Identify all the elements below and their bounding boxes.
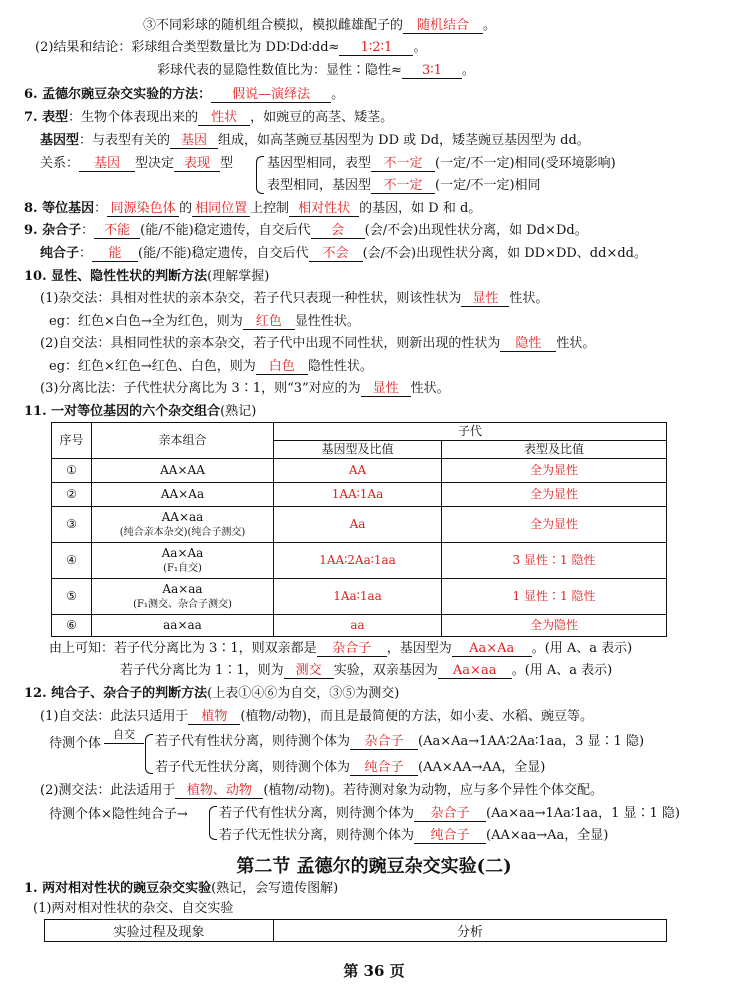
answer-random-combination: 随机结合 (417, 18, 470, 33)
self-branch-1: 若子代有性状分离，则待测个体为 杂合子 (Aa×Aa→1AA∶2Aa∶1aa，3 显∶1 隐) (155, 734, 645, 749)
self-test-individual: 待测个体 (49, 736, 102, 751)
table-row: ③ AA×aa (纯合亲本杂交)(纯合子测交) Aa 全为显性 (52, 507, 667, 543)
section2-sub1: (1)两对相对性状的杂交、自交实验 (33, 901, 234, 916)
answer-homologous-chromosome: 同源染色体 (110, 201, 176, 216)
testcross-individual: 待测个体×隐性纯合子→ (49, 807, 188, 822)
answer-dominant-1: 显性 (472, 291, 499, 306)
question-7-line1: 7. 表型：生物个体表现出来的 性状 ，如豌豆的高茎、矮茎。 (24, 110, 394, 125)
answer-not-necessarily-2: 不一定 (383, 178, 423, 193)
question-6: 6. 孟德尔豌豆杂交实验的方法： 假说—演绎法 。 (24, 87, 345, 102)
cross-table (51, 422, 667, 637)
brace-relation (256, 156, 264, 194)
answer-trait: 性状 (211, 110, 238, 125)
answer-gene: 基因 (181, 133, 208, 148)
answer-hypothesis-deduction: 假说—演绎法 (232, 87, 311, 102)
question-12: 12. 纯合子、杂合子的判断方法(上表①④⑥为自交，③⑤为测交) (24, 686, 400, 701)
answer-will: 会 (331, 223, 345, 238)
line-s1-2: (2)结果和结论：彩球组合类型数量比为 DD∶Dd∶dd≈ 1∶2∶1 。 (35, 40, 427, 55)
question-8: 8. 等位基因： 同源染色体 的 相同位置 上控制 相对性状 的基因，如 D 和 d。 (24, 201, 482, 216)
table-row: ④ Aa×Aa (F₁自交) 1AA∶2Aa∶1aa 3 显性∶1 隐性 (52, 543, 667, 579)
answer-plant-animal: 植物、动物 (186, 783, 252, 798)
question-11: 11. 一对等位基因的六个杂交组合(熟记) (24, 404, 257, 419)
header-offspring: 子代 (274, 423, 667, 441)
answer-ratio-31: 3∶1 (421, 63, 442, 78)
section2-q1: 1. 两对相对性状的豌豆杂交实验(熟记，会写遗传图解) (24, 881, 339, 896)
answer-gene-type: 基因 (94, 156, 121, 171)
brace-self (145, 734, 153, 774)
self-arrow (104, 743, 144, 744)
question-9-hetero: 9. 杂合子： 不能 (能/不能)稳定遗传，自交后代 会 (会/不会)出现性状分离，如 Dd×Dd。 (24, 223, 588, 238)
header-phenotype-ratio: 表型及比值 (442, 441, 667, 459)
answer-heterozygote-1: 杂合子 (332, 641, 372, 656)
testcross-branch-2: 若子代无性状分离，则待测个体为 纯合子 (AA×aa→Aa，全显) (219, 828, 609, 843)
answer-phenotype: 表现 (184, 156, 211, 171)
answer-recessive: 隐性 (515, 336, 542, 351)
question-9-homo: 纯合子： 能 (能/不能)稳定遗传，自交后代 不会 (会/不会)出现性状分离，如 DD×DD、dd×dd。 (40, 246, 647, 261)
relation-branch-1: 基因型相同，表型 不一定 (一定/不一定)相同(受环境影响) (267, 156, 616, 171)
answer-dominant-2: 显性 (372, 381, 399, 396)
answer-can: 能 (108, 246, 122, 261)
brace-testcross (209, 806, 217, 840)
col-analysis: 分析 (274, 920, 667, 942)
table-row: ② AA×Aa 1AA∶1Aa 全为显性 (52, 483, 667, 507)
relation-branch-2: 表型相同，基因型 不一定 (一定/不一定)相同 (267, 178, 541, 193)
experiment-table (44, 919, 667, 942)
answer-homozygote-2: 纯合子 (430, 828, 470, 843)
line-s1-1: ③不同彩球的随机组合模拟，模拟雌雄配子的 随机结合 。 (143, 18, 497, 33)
self-branch-2: 若子代无性状分离，则待测个体为 纯合子 (AA×AA→AA，全显) (155, 760, 546, 775)
answer-Aaxaa: Aa×aa (452, 663, 497, 678)
line-s1-3: 彩球代表的显隐性数值比为：显性∶隐性≈ 3∶1 。 (157, 63, 475, 78)
answer-homozygote-1: 纯合子 (364, 760, 404, 775)
q10-example-2: eg：红色×红色→红色、白色，则为 白色 隐性性状。 (49, 359, 373, 374)
answer-heterozygote-2: 杂合子 (364, 734, 404, 749)
self-arrow-label: 自交 (113, 728, 135, 741)
table-row: ⑥ aa×aa aa 全为隐性 (52, 615, 667, 637)
q10-method-1: (1)杂交法：具相对性状的亲本杂交，若子代只表现一种性状，则该性状为 显性 性状。 (40, 291, 549, 306)
question-7-relation: 关系： 基因 型决定 表现 型 (40, 156, 234, 171)
answer-ratio-121: 1∶2∶1 (360, 40, 393, 55)
section-title: 第二节 孟德尔的豌豆杂交实验(二) (236, 856, 512, 877)
col-process: 实验过程及现象 (45, 920, 274, 942)
answer-red: 红色 (255, 314, 282, 329)
answer-cannot: 不能 (104, 223, 131, 238)
answer-not-necessarily-1: 不一定 (383, 156, 423, 171)
q11-conclusion-1: 由上可知：若子代分离比为 3∶1，则双亲都是 杂合子 ，基因型为 Aa×Aa 。(用 A、a 表示) (49, 641, 633, 656)
table-row: ⑤ Aa×aa (F₁测交、杂合子测交) 1Aa∶1aa 1 显性∶1 隐性 (52, 579, 667, 615)
table-row: ① AA×AA AA 全为显性 (52, 459, 667, 483)
q12-method-1: (1)自交法：此法只适用于 植物 (植物/动物)，而且是最简便的方法，如小麦、水稻、豌豆等。 (40, 709, 593, 724)
answer-relative-trait: 相对性状 (298, 201, 351, 216)
q11-conclusion-2: 若子代分离比为 1∶1，则为 测交 实验，双亲基因为 Aa×aa 。(用 A、a 表示) (120, 663, 613, 678)
header-parent: 亲本组合 (92, 423, 274, 459)
answer-same-position: 相同位置 (195, 201, 248, 216)
testcross-branch-1: 若子代有性状分离，则待测个体为 杂合子 (Aa×aa→1Aa∶1aa，1 显∶1 隐) (219, 806, 680, 821)
answer-will-not: 不会 (322, 246, 349, 261)
header-number: 序号 (52, 423, 92, 459)
q10-example-1: eg：红色×白色→全为红色，则为 红色 显性性状。 (49, 314, 360, 329)
header-genotype-ratio: 基因型及比值 (274, 441, 442, 459)
q10-method-3: (3)分离比法：子代性状分离比为 3∶1，则“3”对应的为 显性 性状。 (40, 381, 450, 396)
answer-testcross: 测交 (295, 663, 322, 678)
answer-plant: 植物 (201, 709, 228, 724)
question-10: 10. 显性、隐性性状的判断方法(理解掌握) (24, 269, 270, 284)
q12-method-2: (2)测交法：此法适用于 植物、动物 (植物/动物)。若待测对象为动物，应与多个异性个体交配。 (40, 783, 603, 798)
question-7-genotype: 基因型：与表型有关的 基因 组成，如高茎豌豆基因型为 DD 或 Dd，矮茎豌豆基因型为 dd。 (40, 133, 590, 148)
page-number: 第 36 页 (343, 962, 405, 980)
answer-white: 白色 (268, 359, 295, 374)
answer-heterozygote-3: 杂合子 (430, 806, 470, 821)
answer-AaxAa: Aa×Aa (469, 641, 515, 656)
q10-method-2: (2)自交法：具相同性状的亲本杂交，若子代中出现不同性状，则新出现的性状为 隐性 性状。 (40, 336, 596, 351)
